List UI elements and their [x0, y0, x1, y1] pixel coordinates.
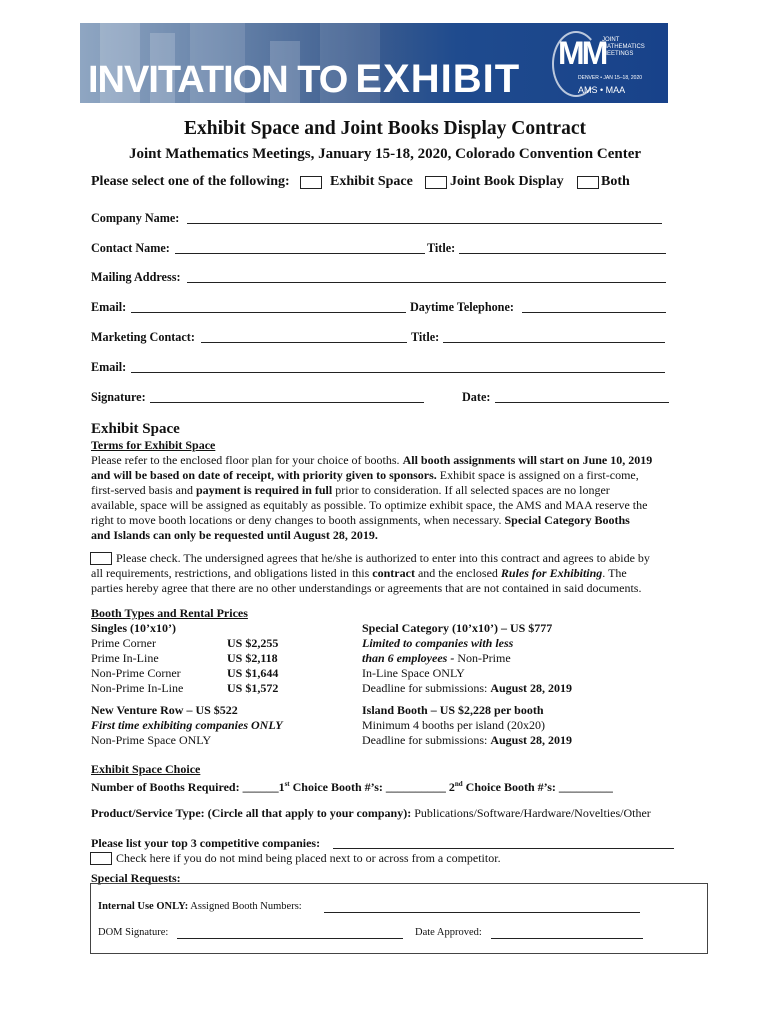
banner-title [88, 57, 520, 102]
exhibit-space-label: Exhibit Space [330, 174, 413, 189]
booth-row-price: US $2,118 [227, 651, 278, 665]
logo-name: JOINT MATHEMATICS MEETINGS [602, 37, 645, 57]
contact-title-label: Title: [427, 241, 456, 255]
booth-row-price: US $2,255 [227, 636, 279, 650]
marketing-title-field[interactable] [443, 342, 665, 343]
singles-heading: Singles (10’x10’) [91, 621, 176, 635]
new-venture-title: New Venture Row – US $522 [91, 703, 238, 717]
mailing-address-label: Mailing Address: [91, 270, 181, 284]
daytime-telephone-label: Daytime Telephone: [410, 300, 514, 314]
competitors-field[interactable] [333, 848, 674, 849]
mailing-address-field[interactable] [187, 282, 666, 283]
booth-row-price: US $1,572 [227, 681, 279, 695]
contact-name-field[interactable] [175, 253, 425, 254]
product-service-type[interactable]: Product/Service Type: (Circle all that apply to your company): Publications/Software/Hardware/Novelties/Other [91, 806, 651, 820]
island-booth-deadline: Deadline for submissions: August 28, 2019 [362, 733, 573, 747]
logo-dates: DENVER • JAN 15–18, 2020 [578, 75, 643, 81]
internal-use-box [90, 883, 708, 954]
date-label: Date: [462, 390, 491, 404]
contact-name-label: Contact Name: [91, 241, 170, 255]
company-name-label: Company Name: [91, 211, 180, 225]
exhibit-space-checkbox[interactable] [300, 176, 322, 189]
exhibit-space-choice-heading: Exhibit Space Choice [91, 762, 201, 776]
terms-paragraph: Please refer to the enclosed floor plan for your choice of booths. All booth assignments will start on June 10, 2019 and will be based on date of receipt, with priority given to sponsors. Exhibit space is assigned on a first-come, first-served basis and payment is required in full prior to consideration. If all selected spaces are no longer available, space will be assigned as equitably as possible. To optimize exhibit space, the AMS and MAA reserve the right to move booth locations or deny changes to booth assignments, when necessary. Special Category Booths and Islands can only be requested until August 28, 2019. [91, 453, 653, 542]
logo-orgs: AMS • MAA [578, 85, 626, 95]
special-requests-label: Special Requests: [91, 871, 181, 885]
competitors-label: Please list your top 3 competitive companies: [91, 836, 321, 850]
special-category-line1: Limited to companies with less [362, 636, 514, 650]
header-banner [80, 23, 668, 103]
competitor-ok-label: Check here if you do not mind being placed next to or across from a competitor. [116, 851, 501, 865]
assigned-booth-label: Internal Use ONLY: Assigned Booth Numbers: [98, 901, 302, 912]
special-category-line2: than 6 employees - Non-Prime [362, 651, 511, 665]
email2-label: Email: [91, 360, 127, 374]
select-prompt: Please select one of the following: [91, 174, 290, 189]
terms-heading: Terms for Exhibit Space [91, 438, 216, 452]
marketing-contact-label: Marketing Contact: [91, 330, 195, 344]
new-venture-line2: Non-Prime Space ONLY [91, 733, 212, 747]
email-field[interactable] [131, 312, 406, 313]
page-title: Exhibit Space and Joint Books Display Contract [184, 118, 586, 139]
special-category-title: Special Category (10’x10’) – US $777 [362, 621, 553, 635]
banner-title-part1: INVITATION TO [88, 59, 348, 101]
booth-row-price: US $1,644 [227, 666, 279, 680]
both-checkbox[interactable] [577, 176, 599, 189]
special-category-deadline: Deadline for submissions: August 28, 2019 [362, 681, 573, 695]
joint-book-display-label: Joint Book Display [450, 174, 564, 189]
new-venture-line1: First time exhibiting companies ONLY [91, 718, 283, 732]
both-label: Both [601, 174, 630, 189]
booth-row-name: Prime Corner [91, 636, 156, 650]
booth-row-name: Prime In-Line [91, 651, 159, 665]
signature-label: Signature: [91, 390, 146, 404]
banner-title-part2: EXHIBIT [355, 57, 521, 101]
booth-choice-line[interactable]: Number of Booths Required: ______1st Choice Booth #’s: __________ 2nd Choice Booth #’s: _________ [91, 780, 613, 794]
logo-mm: MM [558, 35, 606, 71]
booth-types-heading: Booth Types and Rental Prices [91, 606, 248, 620]
marketing-title-label: Title: [411, 330, 440, 344]
special-category-line3: In-Line Space ONLY [362, 666, 465, 680]
date-approved-field[interactable] [491, 938, 643, 939]
island-booth-line1: Minimum 4 booths per island (20x20) [362, 718, 545, 732]
dom-signature-label: DOM Signature: [98, 927, 169, 938]
joint-book-display-checkbox[interactable] [425, 176, 447, 189]
date-field[interactable] [495, 402, 669, 403]
signature-field[interactable] [150, 402, 424, 403]
competitor-ok-checkbox[interactable] [90, 852, 112, 865]
booth-row-name: Non-Prime Corner [91, 666, 181, 680]
page-subtitle: Joint Mathematics Meetings, January 15-18, 2020, Colorado Convention Center [128, 146, 642, 162]
jmm-logo [550, 29, 665, 99]
date-approved-label: Date Approved: [415, 927, 482, 938]
booth-row-name: Non-Prime In-Line [91, 681, 184, 695]
island-booth-title: Island Booth – US $2,228 per booth [362, 703, 544, 717]
dom-signature-field[interactable] [177, 938, 403, 939]
exhibit-space-heading: Exhibit Space [91, 421, 180, 437]
company-name-field[interactable] [187, 223, 662, 224]
email2-field[interactable] [131, 372, 665, 373]
daytime-telephone-field[interactable] [522, 312, 666, 313]
agreement-paragraph: Please check. The undersigned agrees that he/she is authorized to enter into this contract and agrees to abide by all requirements, restrictions, and obligations listed in this contract and the enclosed Rules for Exhibiting. The parties hereby agree that there are no other understandings or agreements that are not contained in said documents. [91, 551, 650, 595]
email-label: Email: [91, 300, 127, 314]
assigned-booth-field[interactable] [324, 912, 640, 913]
marketing-contact-field[interactable] [201, 342, 407, 343]
contact-title-field[interactable] [459, 253, 666, 254]
